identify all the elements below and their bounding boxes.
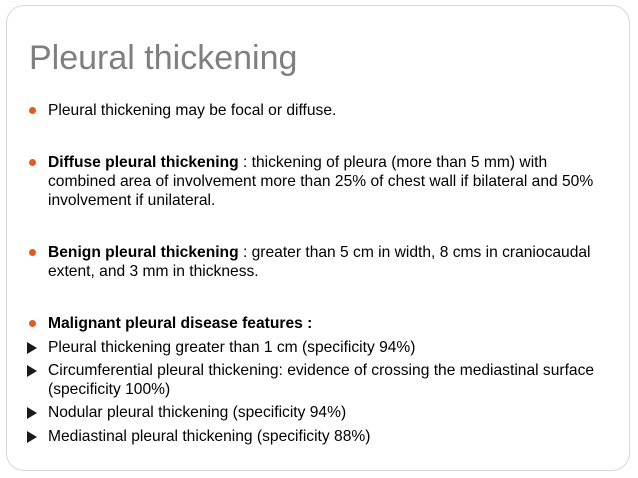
slide-title: Pleural thickening <box>29 39 298 77</box>
bullet-text <box>48 243 612 281</box>
sub-item-text: Pleural thickening greater than 1 cm (specificity 94%) <box>48 339 416 356</box>
bullet-heading: Benign pleural thickening <box>48 244 239 261</box>
sub-list-item <box>22 403 612 422</box>
bullet-item <box>22 314 612 333</box>
arrow-bullet-icon <box>22 427 42 446</box>
sub-list-item <box>22 361 612 399</box>
bullet-body: Pleural thickening may be focal or diffuse. <box>48 102 337 119</box>
sub-item-text: Nodular pleural thickening (specificity 94%) <box>48 404 347 421</box>
sub-item-text: Mediastinal pleural thickening (specificity 88%) <box>48 428 371 445</box>
arrow-bullet-icon <box>22 403 42 422</box>
dot-bullet-icon <box>22 153 42 172</box>
dot-bullet-icon <box>22 243 42 262</box>
dot-bullet-icon <box>22 314 42 333</box>
dot-bullet-icon <box>22 101 42 120</box>
bullet-body: : thickening of pleura (more than 5 mm) with combined area of involvement more than 25% of chest wall if bilateral and 50% involvement if unilateral. <box>48 154 594 209</box>
bullet-item <box>22 101 612 120</box>
arrow-bullet-icon <box>22 338 42 357</box>
sub-item-text: Circumferential pleural thickening: evidence of crossing the mediastinal surface (specificity 100%) <box>48 362 595 398</box>
bullet-text <box>48 314 612 333</box>
bullet-text <box>48 153 612 210</box>
sub-list-item <box>22 338 612 357</box>
bullet-heading: Malignant pleural disease features : <box>48 315 313 332</box>
bullet-text <box>48 101 612 120</box>
bullet-heading: Diffuse pleural thickening <box>48 154 239 171</box>
bullet-item <box>22 243 612 281</box>
bullet-body: : greater than 5 cm in width, 8 cms in craniocaudal extent, and 3 mm in thickness. <box>48 244 591 280</box>
arrow-bullet-icon <box>22 361 42 380</box>
sub-list-item <box>22 427 612 446</box>
bullet-item <box>22 153 612 210</box>
